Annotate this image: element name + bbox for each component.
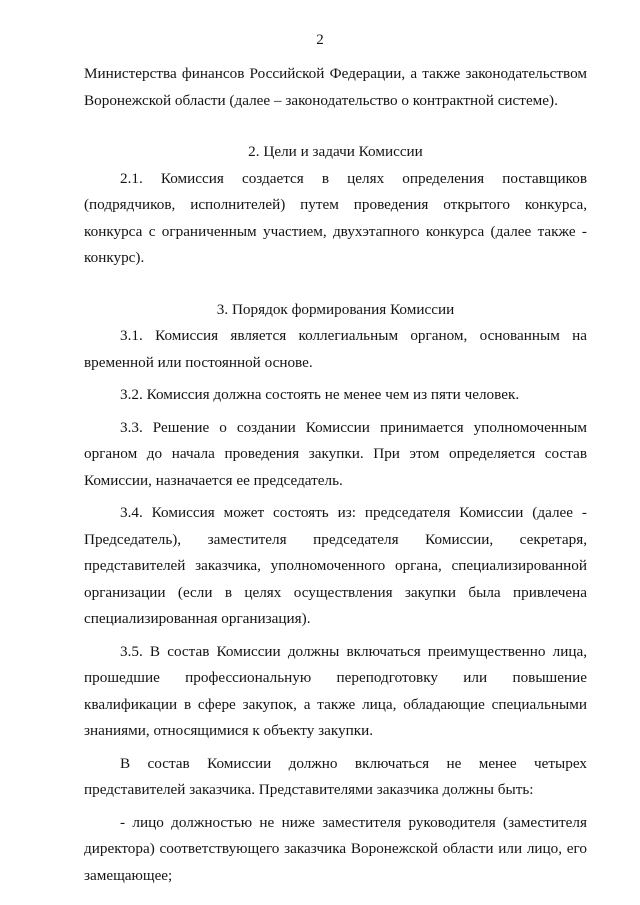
paragraph-2-1: 2.1. Комиссия создается в целях определения поставщиков (подрядчиков, исполнителей) путем проведения открытого конкурса, конкурса с ограниченным участием, двухэтапного конкурса (далее также - конкурс). xyxy=(84,169,587,266)
intro-paragraph: Министерства финансов Российской Федерации, а также законодательством Воронежской области (далее – законодательство о контрактной системе). xyxy=(84,65,587,109)
paragraph-3-3: 3.3. Решение о создании Комиссии принимается уполномоченным органом до начала проведения закупки. При этом определяется состав Комиссии, назначается ее председатель. xyxy=(84,418,587,489)
document-body xyxy=(84,61,587,889)
page-number: 2 xyxy=(316,32,324,48)
paragraph-3-2: 3.2. Комиссия должна состоять не менее чем из пяти человек. xyxy=(120,386,520,403)
paragraph-3-4: 3.4. Комиссия может состоять из: председателя Комиссии (далее - Председатель), заместителя председателя Комиссии, секретаря, представителей заказчика, уполномоченного органа, специализированной организации (если в целях осуществления закупки была привлечена специализированная организация). xyxy=(84,504,587,627)
paragraph-3-1: 3.1. Комиссия является коллегиальным органом, основанным на временной или постоянной основе. xyxy=(84,327,587,371)
paragraph-bullet-1: - лицо должностью не ниже заместителя руководителя (заместителя директора) соответствующего заказчика Воронежской области или лицо, его замещающее; xyxy=(84,813,587,884)
section-2-heading: 2. Цели и задачи Комиссии xyxy=(248,143,423,160)
paragraph-representatives: В состав Комиссии должно включаться не менее четырех представителей заказчика. Представителями заказчика должны быть: xyxy=(84,754,587,798)
section-3-heading: 3. Порядок формирования Комиссии xyxy=(216,300,455,318)
paragraph-3-5: 3.5. В состав Комиссии должны включаться преимущественно лица, прошедшие профессиональную переподготовку или повышение квалификации в сфере закупок, а также лица, обладающие специальными знаниями, относящимися к объекту закупки. xyxy=(84,642,587,739)
